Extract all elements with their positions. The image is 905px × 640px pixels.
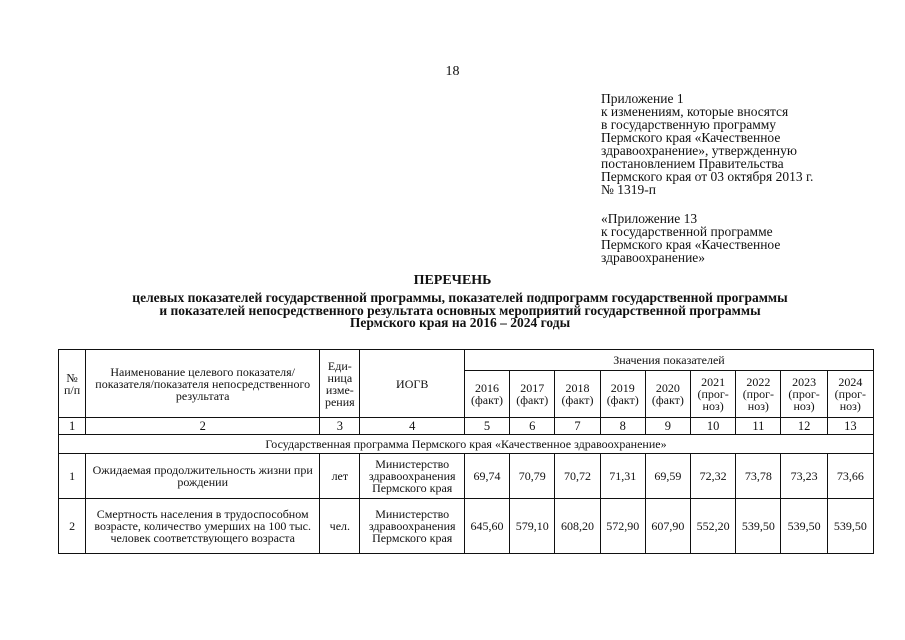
column-number: 3	[320, 418, 360, 435]
column-number: 7	[555, 418, 600, 435]
header-name: Наименование целевого показателя/показателя/показателя непосредственного результата	[86, 350, 320, 418]
row-value: 572,90	[600, 499, 645, 554]
header-values-group: Значения показателей	[464, 350, 873, 371]
appendix-amend-line: Пермского края «Качественное	[601, 130, 781, 145]
row-value: 539,50	[827, 499, 873, 554]
table-row	[59, 454, 874, 499]
row-value: 539,50	[736, 499, 781, 554]
appendix-amend-line: Приложение 1	[601, 91, 684, 106]
header-year: 2022 (прог-ноз)	[736, 371, 781, 418]
row-name: Ожидаемая продолжительность жизни при рождении	[86, 454, 320, 499]
header-year: 2018 (факт)	[555, 371, 600, 418]
row-value: 73,66	[827, 454, 873, 499]
row-value: 73,78	[736, 454, 781, 499]
appendix-amend-line: № 1319-п	[601, 182, 656, 197]
row-value: 70,72	[555, 454, 600, 499]
column-number: 12	[781, 418, 827, 435]
document-title: ПЕРЕЧЕНЬ	[413, 273, 492, 288]
appendix-base-line: к государственной программе	[601, 224, 773, 239]
header-iogv: ИОГВ	[360, 350, 465, 418]
row-num: 2	[59, 499, 86, 554]
section-title: Государственная программа Пермского края «Качественное здравоохранение»	[59, 435, 874, 454]
row-value: 71,31	[600, 454, 645, 499]
appendix-amend-line: к изменениям, которые вносятся	[601, 104, 789, 119]
subtitle-line: целевых показателей государственной программы, показателей подпрограмм государственной программы	[132, 290, 788, 305]
header-year: 2017 (факт)	[510, 371, 555, 418]
column-number: 10	[691, 418, 736, 435]
subtitle-line: Пермского края на 2016 – 2024 годы	[349, 315, 571, 330]
table-row	[59, 499, 874, 554]
header-year: 2020 (факт)	[645, 371, 690, 418]
header-year: 2024 (прог-ноз)	[827, 371, 873, 418]
column-number: 2	[86, 418, 320, 435]
header-year: 2021 (прог-ноз)	[691, 371, 736, 418]
column-number: 11	[736, 418, 781, 435]
subtitle-line: и показателей непосредственного результата основных мероприятий государственной программы	[159, 302, 761, 318]
column-number: 4	[360, 418, 465, 435]
row-iogv: Министерство здравоохранения Пермского края	[360, 499, 465, 554]
row-unit: чел.	[320, 499, 360, 554]
header-year: 2016 (факт)	[464, 371, 509, 418]
header-year: 2023 (прог-ноз)	[781, 371, 827, 418]
row-num: 1	[59, 454, 86, 499]
appendix-base-line: Пермского края «Качественное	[601, 237, 781, 252]
column-number: 8	[600, 418, 645, 435]
appendix-block	[601, 92, 861, 264]
row-value: 73,23	[781, 454, 827, 499]
header-unit: Еди-ница изме-рения	[320, 350, 360, 418]
row-value: 69,74	[464, 454, 509, 499]
row-value: 69,59	[645, 454, 690, 499]
section-row	[59, 435, 874, 454]
table-header-row	[59, 350, 874, 371]
row-unit: лет	[320, 454, 360, 499]
row-value: 579,10	[510, 499, 555, 554]
row-value: 72,32	[691, 454, 736, 499]
appendix-base-line: «Приложение 13	[601, 211, 698, 226]
column-number: 9	[645, 418, 690, 435]
header-year: 2019 (факт)	[600, 371, 645, 418]
appendix-base-line: здравоохранение»	[601, 250, 706, 265]
appendix-amend-line: постановлением Правительства	[601, 156, 784, 171]
row-iogv: Министерство здравоохранения Пермского края	[360, 454, 465, 499]
row-value: 645,60	[464, 499, 509, 554]
column-number: 13	[827, 418, 873, 435]
row-value: 552,20	[691, 499, 736, 554]
row-value: 608,20	[555, 499, 600, 554]
row-value: 70,79	[510, 454, 555, 499]
column-number: 6	[510, 418, 555, 435]
row-name: Смертность населения в трудоспособном возрасте, количество умерших на 100 тыс. человек соответствующего возраста	[86, 499, 320, 554]
document-subtitle	[60, 292, 860, 330]
appendix-amend-line: Пермского края от 03 октября 2013 г.	[601, 169, 814, 184]
column-number: 5	[464, 418, 509, 435]
column-numbers-row	[59, 418, 874, 435]
row-value: 539,50	[781, 499, 827, 554]
header-num: № п/п	[59, 350, 86, 418]
appendix-amend-line: здравоохранение», утвержденную	[601, 143, 797, 158]
row-value: 607,90	[645, 499, 690, 554]
indicators-table	[58, 349, 874, 554]
page-number: 18	[445, 64, 460, 79]
column-number: 1	[59, 418, 86, 435]
appendix-spacer	[601, 196, 861, 212]
appendix-amend-line: в государственную программу	[601, 117, 777, 132]
